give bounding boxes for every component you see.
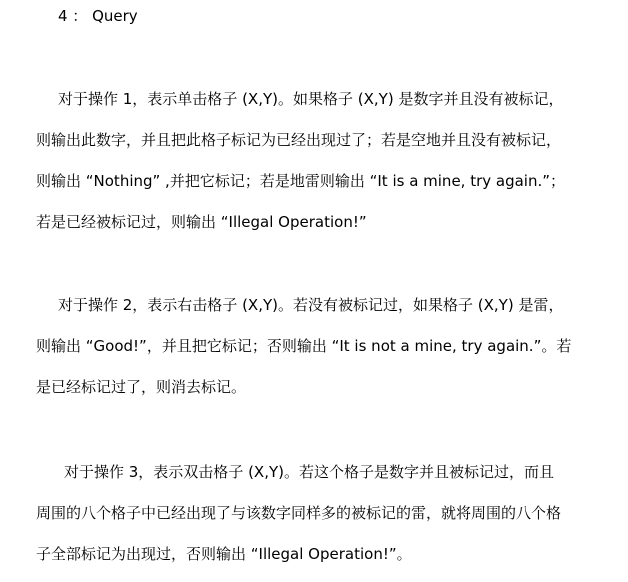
paragraph-line: 对于操作 1，表示单击格子 (X,Y)。如果格子 (X,Y) 是数字并且没有被标记， (58, 90, 564, 108)
paragraph-line: 若是已经被标记过，则输出 “Illegal Operation!” (36, 213, 367, 231)
paragraph-line: 则输出 “Good!”，并且把它标记；否则输出 “It is not a mine, try again.”。若 (36, 337, 572, 355)
paragraph-line: 对于操作 3，表示双击格子 (X,Y)。若这个格子是数字并且被标记过，而且 (64, 463, 554, 481)
paragraph-operation-3 (36, 452, 602, 575)
paragraph-operation-2 (36, 285, 602, 408)
paragraph-line: 子全部标记为出现过，否则输出 “Illegal Operation!”。 (36, 545, 412, 563)
paragraph-line: 是已经标记过了，则消去标记。 (36, 378, 247, 396)
paragraph-line: 则输出 “Nothing” ,并把它标记；若是地雷则输出 “It is a mine, try again.”； (36, 172, 566, 190)
paragraph-line: 对于操作 2，表示右击格子 (X,Y)。若没有被标记过，如果格子 (X,Y) 是雷， (58, 296, 564, 314)
paragraph-operation-1 (36, 79, 602, 243)
paragraph-line: 周围的八个格子中已经出现了与该数字同样多的被标记的雷，就将周围的八个格 (36, 504, 562, 522)
paragraph-line: 则输出此数字，并且把此格子标记为已经出现过了；若是空地并且没有被标记， (36, 131, 562, 149)
section-heading: 4 ： Query (58, 7, 138, 25)
